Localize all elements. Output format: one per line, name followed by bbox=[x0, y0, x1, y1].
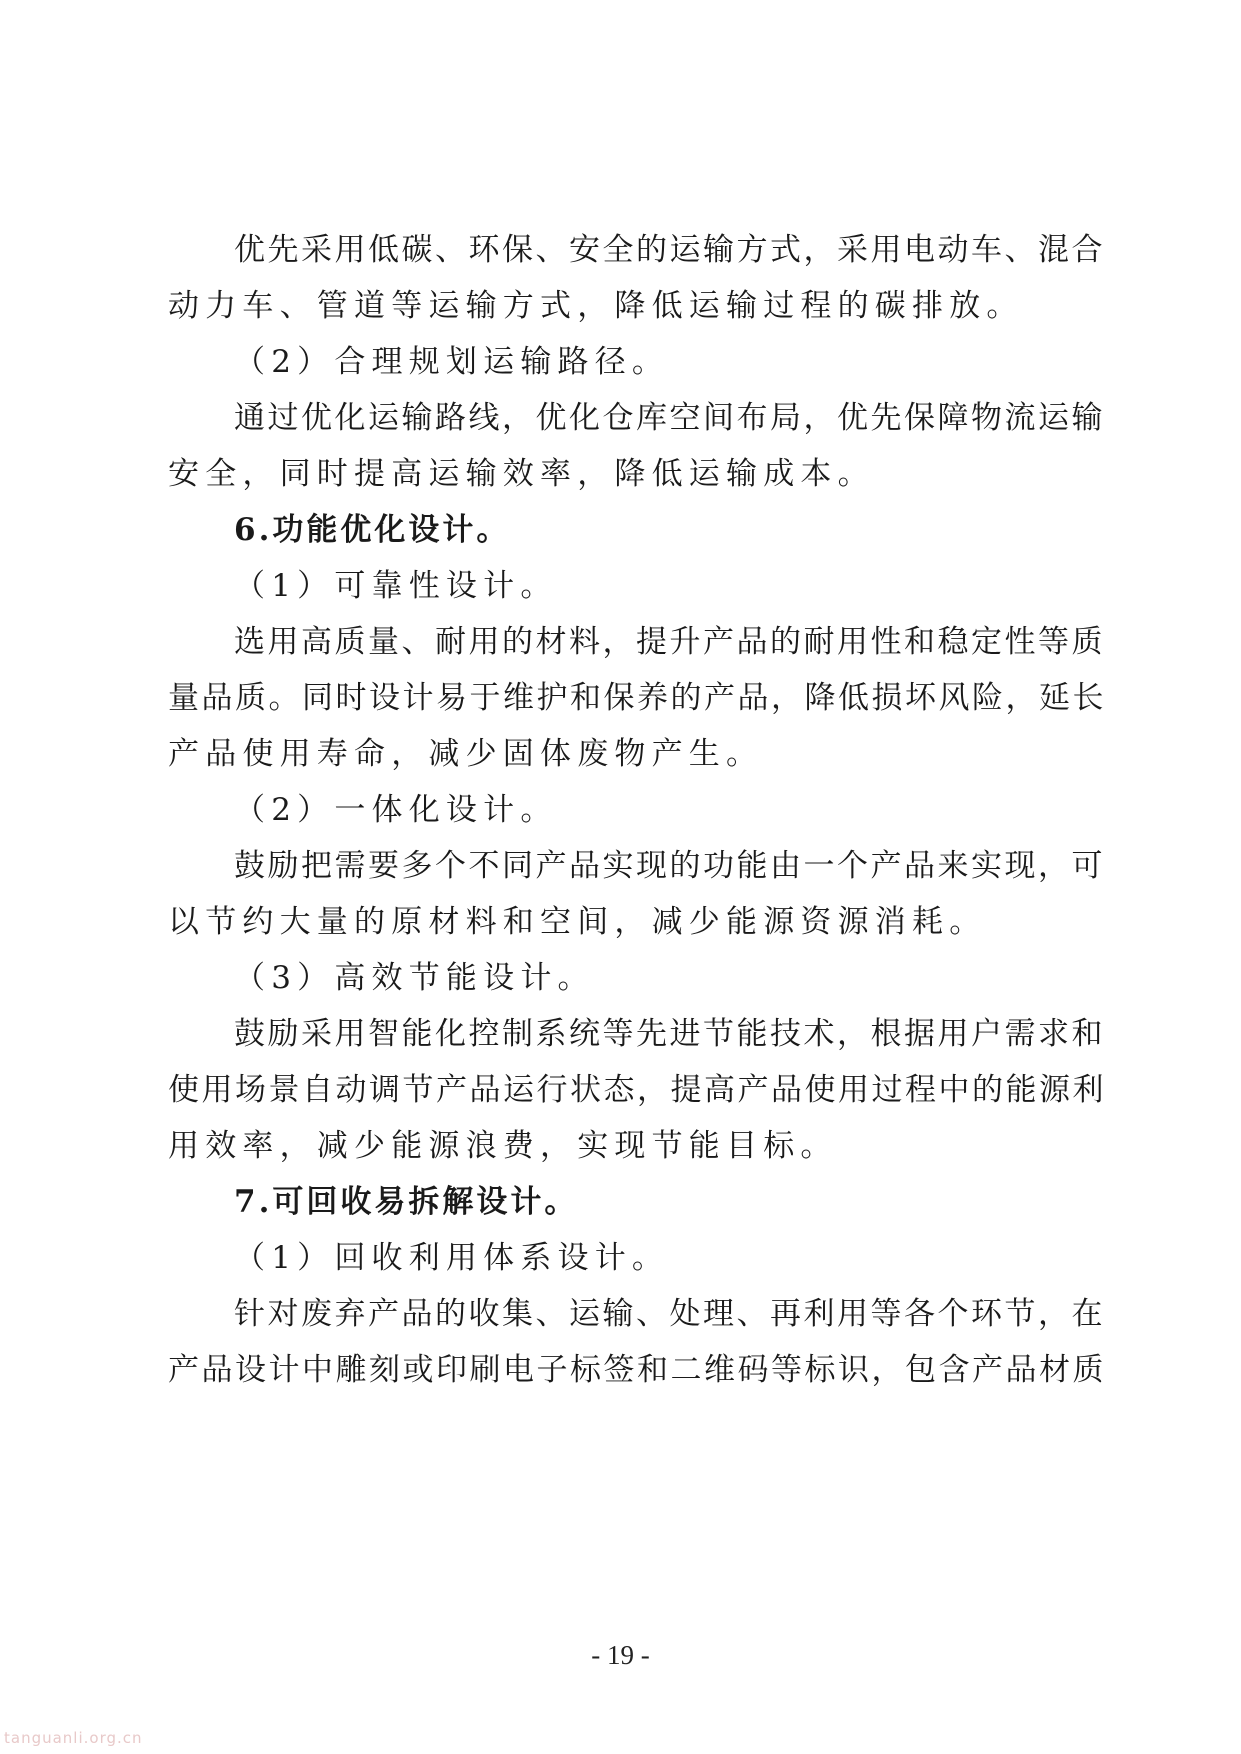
paragraph-line: 鼓励把需要多个不同产品实现的功能由一个产品来实现，可 bbox=[234, 848, 1105, 884]
paragraph-line: 用效率，减少能源浪费，实现节能目标。 bbox=[168, 1128, 838, 1164]
section-subheading: （1）回收利用体系设计。 bbox=[234, 1240, 670, 1276]
section-subheading: （3）高效节能设计。 bbox=[234, 960, 595, 996]
paragraph-line: 以节约大量的原材料和空间，减少能源资源消耗。 bbox=[168, 904, 987, 940]
section-heading: 7.可回收易拆解设计。 bbox=[234, 1184, 579, 1220]
paragraph-line: 通过优化运输路线，优化仓库空间布局，优先保障物流运输 bbox=[234, 400, 1105, 436]
paragraph-line: 针对废弃产品的收集、运输、处理、再利用等各个环节，在 bbox=[234, 1296, 1105, 1332]
page-number: - 19 - bbox=[591, 1640, 650, 1670]
paragraph-line: 使用场景自动调节产品运行状态，提高产品使用过程中的能源利 bbox=[168, 1072, 1106, 1108]
site-watermark: tanguanli.org.cn bbox=[4, 1729, 143, 1747]
paragraph-line: 量品质。同时设计易于维护和保养的产品，降低损坏风险，延长 bbox=[168, 680, 1106, 716]
section-subheading: （2）合理规划运输路径。 bbox=[234, 344, 670, 380]
paragraph-line: 选用高质量、耐用的材料，提升产品的耐用性和稳定性等质 bbox=[234, 624, 1105, 660]
paragraph-line: 安全，同时提高运输效率，降低运输成本。 bbox=[168, 456, 875, 492]
paragraph-line: 动力车、管道等运输方式，降低运输过程的碳排放。 bbox=[168, 288, 1024, 324]
section-subheading: （2）一体化设计。 bbox=[234, 792, 558, 828]
section-subheading: （1）可靠性设计。 bbox=[234, 568, 558, 604]
section-heading: 6.功能优化设计。 bbox=[234, 512, 511, 548]
paragraph-line: 鼓励采用智能化控制系统等先进节能技术，根据用户需求和 bbox=[234, 1016, 1105, 1052]
paragraph-line: 产品使用寿命，减少固体废物产生。 bbox=[168, 736, 764, 772]
paragraph-line: 产品设计中雕刻或印刷电子标签和二维码等标识，包含产品材质 bbox=[168, 1352, 1106, 1388]
paragraph-line: 优先采用低碳、环保、安全的运输方式，采用电动车、混合 bbox=[234, 232, 1105, 268]
